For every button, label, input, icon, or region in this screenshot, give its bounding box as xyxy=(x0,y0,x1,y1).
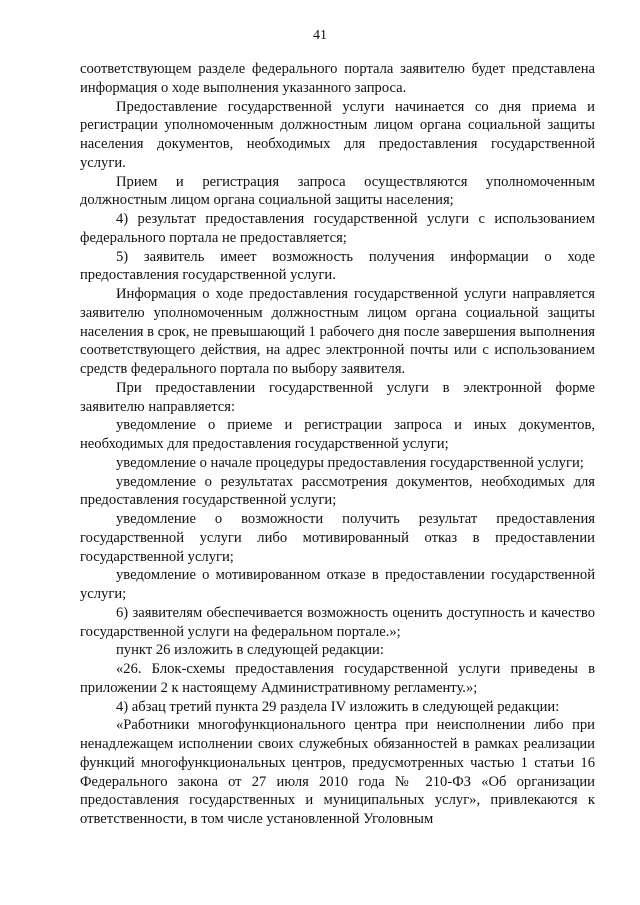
paragraph: Информация о ходе предоставления государственной услуги направляется заявителю уполномоченным должностным лицом органа социальной защиты населения в срок, не превышающий 1 рабочего дня после завершения выполнения соответствующего действия, на адрес электронной почты или с использованием средств федерального портала по выбору заявителя. xyxy=(80,286,595,377)
paragraph: 4) абзац третий пункта 29 раздела IV изложить в следующей редакции: xyxy=(116,698,560,715)
paragraph: Прием и регистрация запроса осуществляются уполномоченным должностным лицом органа социальной защиты населения; xyxy=(80,173,595,209)
paragraph: уведомление о мотивированном отказе в предоставлении государственной услуги; xyxy=(80,567,595,602)
paragraph: уведомление о начале процедуры предоставления государственной услуги; xyxy=(116,454,584,471)
paragraph: 5) заявитель имеет возможность получения информации о ходе предоставления государственной услуги. xyxy=(80,248,595,284)
paragraph: пункт 26 изложить в следующей редакции: xyxy=(116,642,384,659)
document-body xyxy=(80,60,595,829)
paragraph: соответствующем разделе федерального портала заявителю будет представлена информация о ходе выполнения указанного запроса. xyxy=(80,61,595,96)
paragraph: «Работники многофункционального центра при неисполнении либо при ненадлежащем исполнении своих служебных обязанностей в рамках реализации функций многофункциональных центров, предусмотренных частью 1 статьи 16 Федерального закона от 27 июля 2010 года № 210-ФЗ «Об организации предоставления государственных и муниципальных услуг», привлекаются к ответственности, в том числе установленной Уголовным xyxy=(80,717,595,827)
paragraph: При предоставлении государственной услуги в электронной форме заявителю направляется: xyxy=(80,379,595,415)
paragraph: Предоставление государственной услуги начинается со дня приема и регистрации уполномоченным должностным лицом органа социальной защиты населения документов, необходимых для предоставления государственной услуги. xyxy=(80,98,595,171)
paragraph: «26. Блок-схемы предоставления государственной услуги приведены в приложении 2 к настоящему Административному регламенту.»; xyxy=(80,661,595,696)
paragraph: уведомление о возможности получить результат предоставления государственной услуги либо мотивированный отказ в предоставлении государственной услуги; xyxy=(80,511,595,565)
paragraph: уведомление о приеме и регистрации запроса и иных документов, необходимых для предоставления государственной услуги; xyxy=(80,417,595,452)
page-number: 41 xyxy=(313,28,327,43)
paragraph: 4) результат предоставления государственной услуги с использованием федерального портала не предоставляется; xyxy=(80,211,595,246)
paragraph: 6) заявителям обеспечивается возможность оценить доступность и качество государственной услуги на федеральном портале.»; xyxy=(80,604,595,640)
paragraph: уведомление о результатах рассмотрения документов, необходимых для предоставления государственной услуги; xyxy=(80,473,595,509)
